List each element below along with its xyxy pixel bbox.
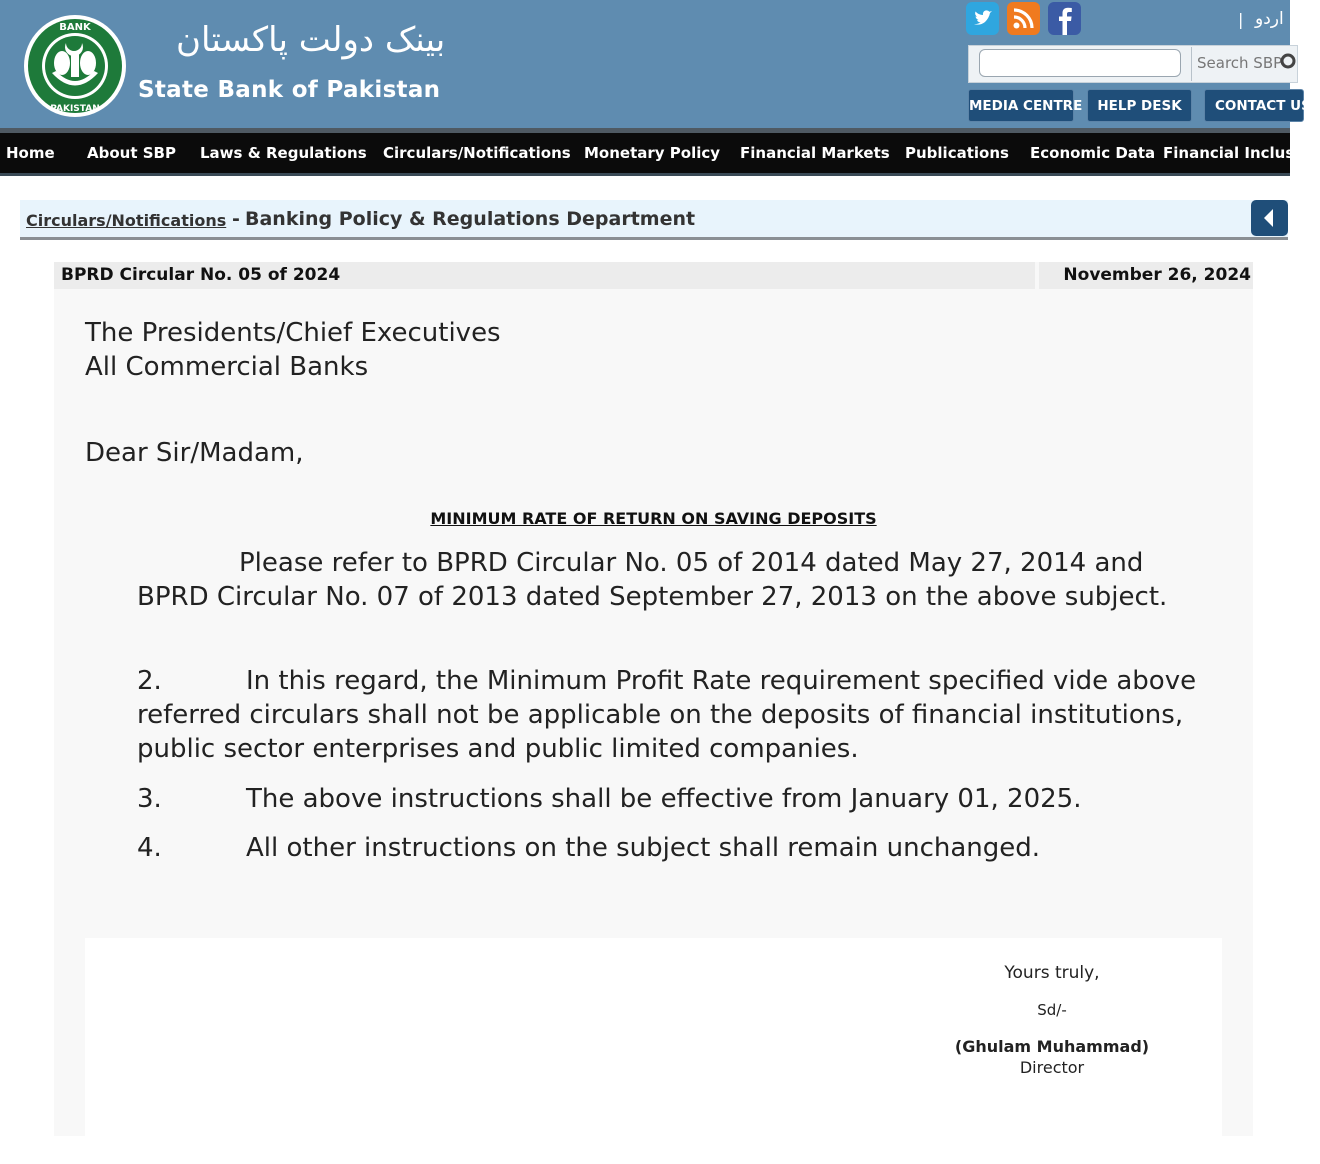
twitter-icon[interactable] bbox=[966, 2, 999, 35]
signature-signed: Sd/- bbox=[1037, 1001, 1067, 1019]
paragraph-text: In this regard, the Minimum Profit Rate requirement specified vide above referred circulars shall not be applicable on the deposits of financial institutions, public sector enterprises and public limited companies. bbox=[137, 666, 1197, 764]
search-input[interactable] bbox=[979, 49, 1181, 77]
back-arrow-icon bbox=[1251, 200, 1288, 236]
circular-date: November 26, 2024 bbox=[1039, 262, 1253, 289]
paragraph-1 bbox=[137, 546, 1197, 614]
nav-item-financial-markets[interactable]: Financial Markets bbox=[740, 144, 890, 162]
paragraph-number: 2. bbox=[137, 666, 162, 696]
page-title: Banking Policy & Regulations Department bbox=[245, 208, 696, 230]
search-icon[interactable] bbox=[1279, 52, 1299, 72]
paragraph-2 bbox=[137, 664, 1197, 766]
signatory-name: (Ghulam Muhammad) bbox=[954, 1037, 1150, 1056]
circular-subject: MINIMUM RATE OF RETURN ON SAVING DEPOSITS bbox=[430, 509, 877, 528]
breadcrumb-circulars-link[interactable]: Circulars/Notifications bbox=[26, 211, 227, 230]
back-button[interactable] bbox=[1251, 200, 1288, 236]
paragraph-number: 4. bbox=[137, 833, 162, 863]
paragraph-number: 3. bbox=[137, 784, 162, 814]
signatory-title: Director bbox=[1019, 1058, 1085, 1077]
nav-item-monetary-policy[interactable]: Monetary Policy bbox=[584, 144, 721, 162]
nav-item-about-sbp[interactable]: About SBP bbox=[87, 144, 176, 162]
paragraph-text: All other instructions on the subject shall remain unchanged. bbox=[246, 833, 1041, 863]
nav-item-laws-regulations[interactable]: Laws & Regulations bbox=[200, 144, 367, 162]
facebook-icon[interactable] bbox=[1048, 2, 1081, 35]
breadcrumb-separator: - bbox=[232, 208, 240, 230]
rss-icon[interactable] bbox=[1007, 2, 1040, 35]
circular-document bbox=[54, 262, 1253, 1136]
contact-us-button[interactable]: CONTACT US bbox=[1204, 89, 1304, 122]
svg-text:PAKISTAN: PAKISTAN bbox=[50, 104, 100, 114]
help-desk-button[interactable]: HELP DESK bbox=[1087, 89, 1192, 122]
brand-name-urdu: بینک دولت پاکستان bbox=[176, 20, 446, 60]
search-label[interactable]: Search SBP bbox=[1191, 47, 1301, 81]
addressee-line: All Commercial Banks bbox=[85, 352, 369, 382]
paragraph-text: Please refer to BPRD Circular No. 05 of 2014 dated May 27, 2014 and BPRD Circular No. 07 of 2013 dated September 27, 2013 on the above subject. bbox=[137, 548, 1168, 612]
addressee-line: The Presidents/Chief Executives bbox=[85, 318, 501, 348]
svg-text:BANK: BANK bbox=[59, 22, 91, 33]
paragraph-4 bbox=[137, 831, 1197, 865]
language-separator: | bbox=[1238, 10, 1244, 29]
nav-item-economic-data[interactable]: Economic Data bbox=[1030, 144, 1156, 162]
nav-item-circulars-notifications[interactable]: Circulars/Notifications bbox=[383, 144, 571, 162]
media-centre-button[interactable]: MEDIA CENTRE bbox=[968, 89, 1074, 122]
site-header bbox=[0, 0, 1311, 128]
nav-item-home[interactable]: Home bbox=[6, 144, 55, 162]
urdu-language-link[interactable]: اردو bbox=[1255, 9, 1284, 29]
signature-closing: Yours truly, bbox=[1004, 963, 1100, 983]
main-navigation bbox=[0, 128, 1320, 176]
brand-name: State Bank of Pakistan bbox=[138, 77, 441, 103]
nav-item-publications[interactable]: Publications bbox=[905, 144, 1009, 162]
paragraph-text: The above instructions shall be effective from January 01, 2025. bbox=[246, 784, 1082, 814]
breadcrumb bbox=[20, 200, 1288, 240]
salutation: Dear Sir/Madam, bbox=[85, 438, 304, 468]
nav-item-financial-inclusion[interactable]: Financial Inclusion bbox=[1163, 144, 1320, 162]
paragraph-3 bbox=[137, 782, 1197, 816]
sbp-logo-icon[interactable] bbox=[22, 13, 128, 119]
signature-block bbox=[85, 938, 1222, 1136]
circular-number: BPRD Circular No. 05 of 2024 bbox=[54, 262, 1035, 289]
